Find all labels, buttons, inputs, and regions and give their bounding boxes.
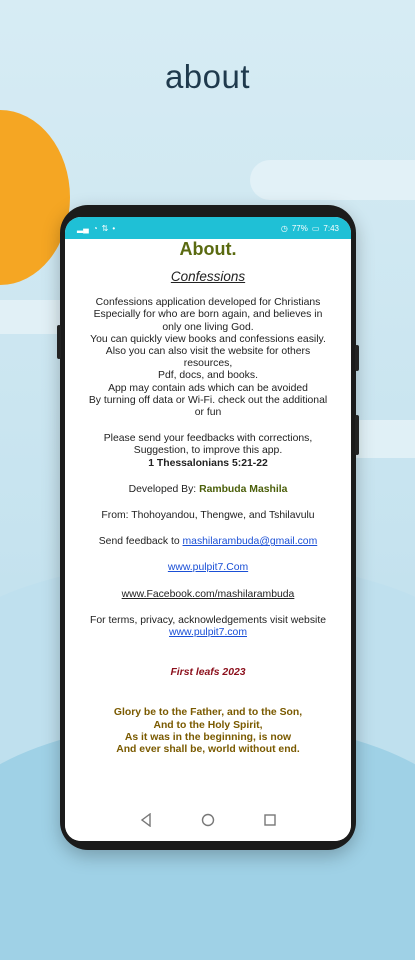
description-line: or fun bbox=[194, 407, 222, 419]
prayer-line: Glory be to the Father, and to the Son, bbox=[113, 707, 303, 719]
description-line: App may contain ads which can be avoided bbox=[108, 382, 308, 394]
terms-link[interactable]: www.pulpit7.com bbox=[169, 627, 247, 639]
feedback-line: Suggestion, to improve this app. bbox=[133, 445, 283, 457]
verse-reference: 1 Thessalonians 5:21-22 bbox=[148, 457, 268, 469]
email-link[interactable]: mashilarambuda@gmail.com bbox=[182, 536, 318, 548]
side-button bbox=[355, 415, 359, 455]
app-title: Confessions bbox=[170, 269, 246, 284]
data-icon: ⇅ bbox=[101, 223, 109, 233]
description-line: Especially for who are born again, and believes in bbox=[93, 309, 323, 321]
prayer-line: And to the Holy Spirit, bbox=[153, 719, 263, 731]
prayer-line: As it was in the beginning, is now bbox=[124, 731, 292, 743]
developed-by bbox=[77, 484, 339, 496]
phone-screen bbox=[65, 217, 351, 841]
description-line: Confessions application developed for Christians bbox=[95, 297, 321, 309]
description-line: Pdf, docs, and books. bbox=[158, 370, 258, 382]
phone-frame bbox=[60, 205, 356, 850]
clock: 7:43 bbox=[323, 223, 339, 233]
battery-percent: 77% bbox=[291, 223, 308, 233]
wifi-icon: ◔ bbox=[92, 223, 98, 233]
battery-icon: ▭ bbox=[311, 223, 320, 233]
description-line: only one living God. bbox=[162, 321, 254, 333]
power-button bbox=[355, 345, 359, 371]
about-content bbox=[65, 235, 351, 795]
home-icon[interactable] bbox=[200, 812, 216, 828]
cloud bbox=[250, 160, 415, 200]
back-icon[interactable] bbox=[138, 812, 154, 828]
description-line: resources, bbox=[183, 358, 233, 370]
navigation-bar bbox=[65, 799, 351, 841]
terms-line: For terms, privacy, acknowledgements visit website bbox=[90, 614, 326, 626]
description bbox=[77, 297, 339, 419]
send-feedback bbox=[77, 536, 339, 548]
description-line: You can quickly view books and confessions easily. bbox=[90, 333, 326, 345]
notification-icon: • bbox=[112, 223, 116, 233]
year-line: First leafs 2023 bbox=[170, 667, 246, 679]
facebook-link[interactable]: www.Facebook.com/mashilarambuda bbox=[121, 588, 295, 600]
promo-headline: about bbox=[164, 58, 251, 95]
from-line: From: Thohoyandou, Thengwe, and Tshilavulu bbox=[101, 510, 315, 522]
about-title: About. bbox=[179, 239, 237, 259]
description-line: By turning off data or Wi-Fi. check out the additional bbox=[88, 394, 328, 406]
feedback-line: Please send your feedbacks with corrections, bbox=[103, 433, 313, 445]
glory-prayer bbox=[77, 707, 339, 756]
description-line: Also you can also visit the website for others bbox=[105, 346, 311, 358]
send-feedback-label: Send feedback to bbox=[98, 536, 183, 548]
prayer-line: And ever shall be, world without end. bbox=[116, 744, 300, 756]
volume-button bbox=[57, 325, 61, 359]
developer-name: Rambuda Mashila bbox=[199, 483, 288, 495]
developed-by-label: Developed By: bbox=[128, 483, 200, 495]
alarm-icon: ◷ bbox=[280, 223, 288, 233]
website-link[interactable]: www.pulpit7.Com bbox=[167, 562, 249, 574]
recents-icon[interactable] bbox=[262, 812, 278, 828]
signal-icon: ▂▄ bbox=[77, 223, 89, 233]
